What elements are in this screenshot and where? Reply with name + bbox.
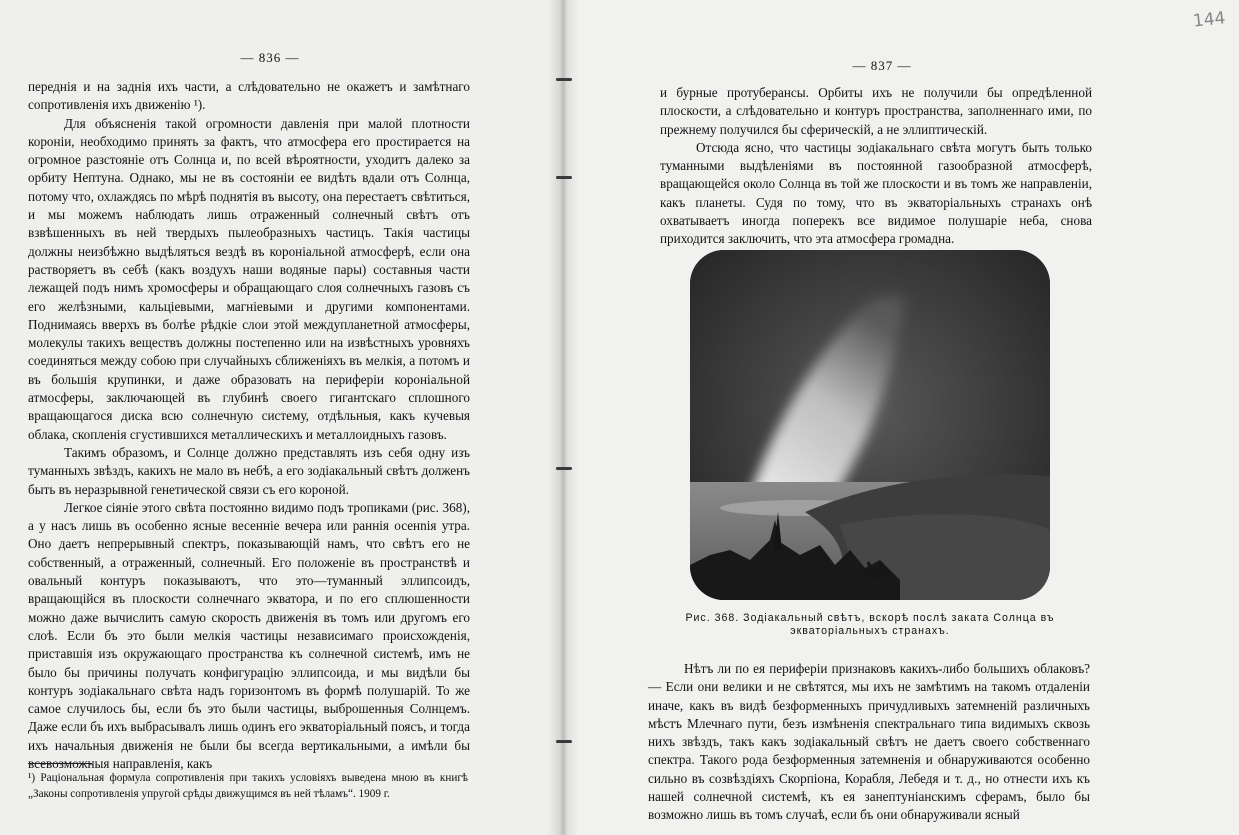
left-paragraph-4: Легкое сіяніе этого свѣта постоянно видимо подъ тропиками (рис. 368), а у насъ лишь въ особенно ясные весенніе вечера или раннія осенniя утра. Оно даетъ непрерывный спектръ, показывающій намъ, что свѣтъ его не собственный, а отраженный, солнечный. Его положеніе въ пространствѣ и овальный контуръ показываютъ, что это—туманный эллипсоидъ, вращающійся въ плоскости солнечнаго экватора, и по его сплюшенности можно даже вычислить самую скорость движенія въ томъ или другомъ его слоѣ. Если бъ это были мелкія частицы независимаго происхожденія, приставшія изъ окружающаго пространства къ солнечной системѣ, имъ не было бы причины получать конфигурацію эллипсоида, и мы видѣли бы контуръ зодіакальнаго свѣта надъ горизонтомъ въ формѣ полушарій. То же самое случилось бы, если бъ это были частицы, выброшенныя Солнцемъ. Даже если бъ ихъ выбрасывалъ лишь одинъ его экваторіальный поясъ, и тогда ихъ начальныя движенія не были бы всегда вертикальными, а имѣли бы всевозможныя направленія, какъ [28, 499, 470, 771]
handwritten-mark: 144 [1191, 8, 1226, 32]
book-spine [548, 0, 578, 835]
figure-caption-line-2: экваторіальныхъ странахъ. [790, 625, 950, 637]
right-page-number: — 837 — [852, 58, 912, 73]
left-paragraph-2: Для объясненія такой огромности давленія при малой плотности короніи, необходимо принять за фактъ, что атмосфера его простирается на огромное разстояніе отъ Солнца и, по всей вѣроятности, уходитъ далеко за орбиту Нептуна. Однако, мы не въ состояніи ее видѣть вдали отъ Солнца, потому что, охлаждясь по мѣрѣ поднятія въ высоту, она перестаетъ свѣтиться, и мы можемъ наблюдать лишь отраженный солнечный свѣтъ отъ взвѣшенныхъ въ ней твердыхъ пылеобразныхъ частицъ. Такія частицы должны неизбѣжно выдѣляться вездѣ въ короніальной атмосферѣ, если она растворяетъ въ себѣ (какъ воздухъ наши водяные пары) составныя части лежащей подъ нимъ хромосферы и обращающаго слоя солнечныхъ газовъ съ его желѣзными, кальціевыми, магніевыми и другими компонентами. Поднимаясь вверхъ въ болѣе рѣдкіе слои этой междупланетной атмосферы, молекулы такихъ веществъ должны постепенно или на извѣстныхъ уровняхъ соединяться между собою при случайныхъ сближеніяхъ въ мелкія, а потомъ и въ большія крупинки, и даже образовать на периферіи короніальной атмосферы, заключающей въ глубинѣ своего гигантскаго сплошного вращающагося диска всю солнечную систему, отдѣльныя, какъ кучевыя облака, скопленія сгустившихся металлическихъ и металлоидныхъ газовъ. [28, 115, 470, 442]
left-paragraph-1: переднія и на заднія ихъ части, а слѣдовательно не окажетъ и замѣтнаго сопротивленія ихъ движенію ¹). [28, 79, 470, 113]
right-paragraph-2: Отсюда ясно, что частицы зодіакальнаго свѣта могутъ быть только туманными выдѣленіями въ постоянной газообразной атмосферѣ, вращающейся около Солнца въ той же плоскости и въ томъ же направленіи, какъ планеты. Судя по тому, что въ экваторіальныхъ странахъ онѣ охватываетъ иногда поперекъ все видимое полушаріе неба, снова приходится заключить, что эта атмосфера громадна. [660, 139, 1092, 247]
right-page-top-text [660, 84, 1092, 249]
staple-icon [556, 174, 572, 182]
figure-caption [650, 612, 1090, 638]
left-page-number: — 836 — [240, 50, 300, 65]
staple-icon [556, 76, 572, 84]
zodiacal-light-illustration [690, 250, 1050, 600]
right-paragraph-1: и бурные протуберансы. Орбиты ихъ не получили бы опредѣленной плоскости, а слѣдовательно и контуръ пространства, заполненнаго ими, по прежнему получился бы сферическій, а не эллиптическій. [660, 85, 1092, 137]
left-paragraph-3: Такимъ образомъ, и Солнце должно представлять изъ себя одну изъ туманныхъ звѣздъ, какихъ не мало въ небѣ, а его зодіакальный свѣтъ долженъ быть въ неразрывной генетической связи съ его короной. [28, 444, 470, 497]
zodiacal-light-drawing [690, 250, 1050, 600]
left-page-body [28, 78, 470, 773]
staple-icon [556, 465, 572, 473]
figure-caption-line-1: Рис. 368. Зодіакальный свѣтъ, вскорѣ послѣ заката Солнца въ [685, 612, 1055, 624]
footnote-rule [28, 763, 92, 764]
staple-icon [556, 738, 572, 746]
right-page-bottom-text [648, 660, 1090, 825]
left-footnote: ¹) Раціональная формула сопротивленія при такихъ условіяхъ выведена мною въ книгѣ „Законы сопротивленія упругой срѣды движущимся въ ней тѣламъ“. 1909 г. [28, 772, 468, 800]
right-paragraph-3: Нѣтъ ли по ея периферіи признаковъ какихъ-либо большихъ облаковъ? — Если они велики и не свѣтятся, мы ихъ не замѣтимъ на такомъ отдаленіи иначе, какъ въ видѣ безформенныхъ причудливыхъ затемненій различныхъ мѣстъ Млечнаго пути, безъ измѣненія спектральнаго типа видимыхъ сквозь нихъ звѣздъ, такъ какъ зодіакальный свѣтъ не даетъ своего собственнаго спектра. Такого рода безформенныя затемненія и обнаруживаются особенно сильно въ созвѣздіяхъ Скорпіона, Корабля, Лебедя и т. д., но отнести ихъ къ нашей солнечной системѣ, къ ея занептуніанскимъ сферамъ, было бы возможно лишь въ томъ случаѣ, если бъ они обнаруживали ясный [648, 661, 1090, 823]
